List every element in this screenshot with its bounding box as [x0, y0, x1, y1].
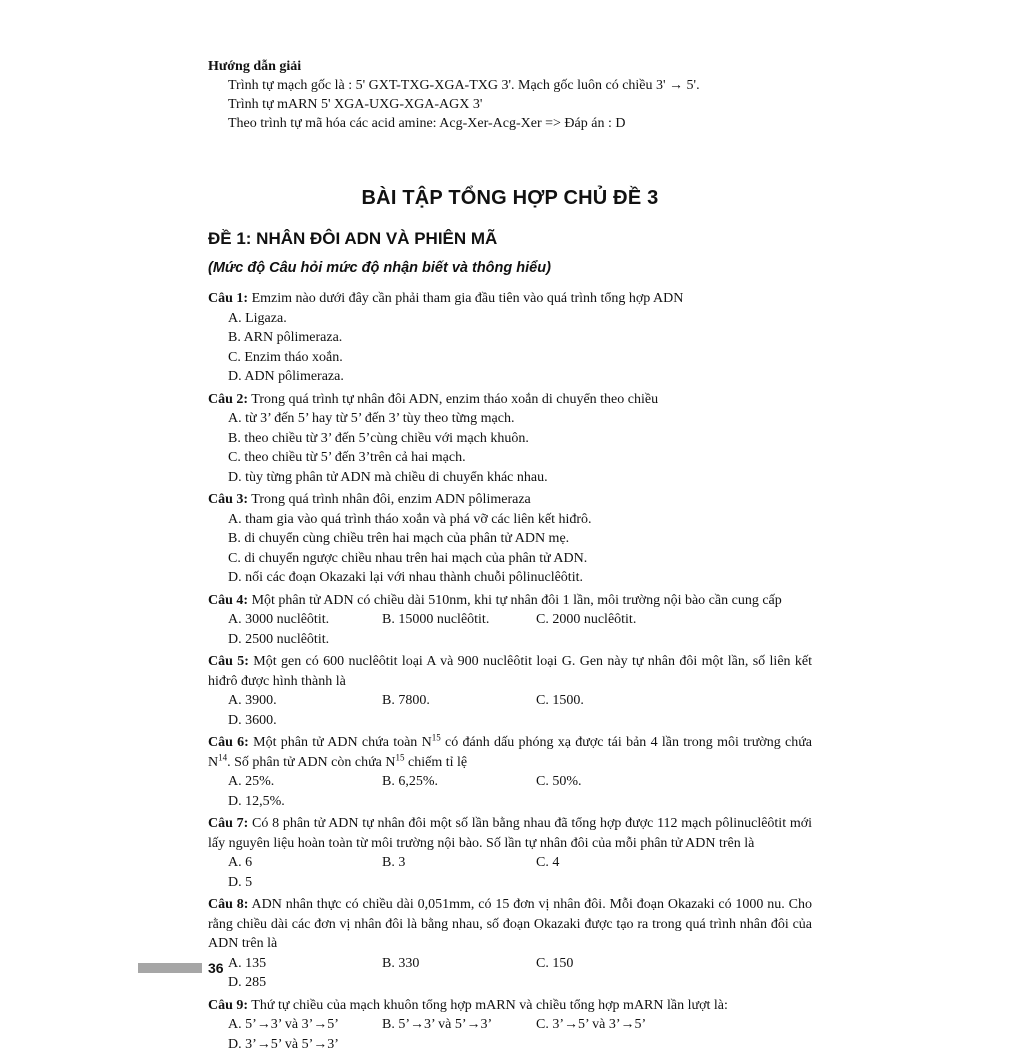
- answer-option-d: D. 3600.: [228, 711, 382, 731]
- question-list: [208, 289, 812, 1054]
- question-stem: [208, 390, 812, 410]
- difficulty-level: (Mức độ Câu hỏi mức độ nhận biết và thông hiểu): [208, 257, 812, 279]
- question-text: Trong quá trình tự nhân đôi ADN, enzim tháo xoắn di chuyển theo chiều: [248, 392, 658, 407]
- answer-option-a: A. 135: [228, 954, 382, 974]
- question-stem: [208, 814, 812, 853]
- answer-option-c: C. 150: [536, 954, 690, 974]
- answer-option-a: A. 3900.: [228, 691, 382, 711]
- answer-option-a: A. từ 3’ đến 5’ hay từ 5’ đến 3’ tùy theo từng mạch.: [228, 409, 812, 429]
- question-number: Câu 7:: [208, 816, 248, 831]
- question-text: Một gen có 600 nuclêôtit loại A và 900 nuclêôtit loại G. Gen này tự nhân đôi một lần, số liên kết hiđrô được hình thành là: [208, 654, 812, 689]
- question-text: chiếm tỉ lệ: [405, 755, 468, 770]
- answer-option-a: A. tham gia vào quá trình tháo xoắn và phá vỡ các liên kết hiđrô.: [228, 510, 812, 530]
- question-text: có đánh dấu phóng xạ được tái bản 4 lần trong môi trường chứa N: [208, 735, 812, 770]
- isotope-superscript: 14: [218, 752, 227, 762]
- question-text: Emzim nào dưới đây cần phải tham gia đầu tiên vào quá trình tổng hợp ADN: [248, 291, 683, 306]
- question-number: Câu 4:: [208, 593, 248, 608]
- main-title: BÀI TẬP TỔNG HỢP CHỦ ĐỀ 3: [208, 183, 812, 213]
- isotope-superscript: 15: [432, 732, 441, 742]
- answer-options: [208, 409, 812, 487]
- answer-option-a: A. Ligaza.: [228, 309, 536, 329]
- answer-options: [208, 1015, 812, 1054]
- question-number: Câu 6:: [208, 735, 249, 750]
- answer-option-c: C. 2000 nuclêôtit.: [536, 610, 690, 630]
- answer-options: [208, 772, 812, 811]
- solution-title: Hướng dẫn giải: [208, 57, 812, 76]
- question-number: Câu 2:: [208, 392, 248, 407]
- answer-option-d: D. ADN pôlimeraza.: [228, 367, 536, 387]
- question-stem: [208, 996, 812, 1016]
- answer-option-b: B. 7800.: [382, 691, 536, 711]
- answer-option-d: D. 12,5%.: [228, 792, 382, 812]
- question-number: Câu 1:: [208, 291, 248, 306]
- question-number: Câu 8:: [208, 897, 248, 912]
- answer-option-d: D. 3’→5’ và 5’→3’: [228, 1035, 382, 1054]
- question-text: Trong quá trình nhân đôi, enzim ADN pôlimeraza: [248, 492, 531, 507]
- question-number: Câu 5:: [208, 654, 249, 669]
- question-stem: [208, 289, 812, 309]
- question-2: [208, 390, 812, 488]
- question-9: [208, 996, 812, 1054]
- question-4: [208, 591, 812, 650]
- solution-line: Trình tự mARN 5' XGA-UXG-XGA-AGX 3': [208, 95, 812, 114]
- answer-option-c: C. Enzim tháo xoắn.: [228, 348, 536, 368]
- answer-option-d: D. tùy từng phân tử ADN mà chiều di chuyển khác nhau.: [228, 468, 812, 488]
- solution-line: Theo trình tự mã hóa các acid amine: Acg-Xer-Acg-Xer => Đáp án : D: [208, 114, 812, 133]
- question-3: [208, 490, 812, 588]
- answer-option-a: A. 25%.: [228, 772, 382, 792]
- answer-option-d: D. 5: [228, 873, 382, 893]
- question-stem: [208, 895, 812, 954]
- answer-option-c: C. theo chiều từ 5’ đến 3’trên cả hai mạch.: [228, 448, 812, 468]
- page-number: 36: [208, 960, 224, 976]
- answer-options: [208, 510, 812, 588]
- answer-option-d: D. nối các đoạn Okazaki lại với nhau thành chuỗi pôlinuclêôtit.: [228, 568, 812, 588]
- question-number: Câu 9:: [208, 998, 248, 1013]
- answer-options: [208, 954, 812, 993]
- answer-options: [208, 309, 812, 387]
- question-number: Câu 3:: [208, 492, 248, 507]
- answer-option-b: B. 5’→3’ và 5’→3’: [382, 1015, 536, 1035]
- question-6: [208, 733, 812, 811]
- question-stem: [208, 652, 812, 691]
- footer-bar: [138, 963, 202, 973]
- question-1: [208, 289, 812, 387]
- question-text: Thứ tự chiều của mạch khuôn tổng hợp mARN và chiều tổng hợp mARN lần lượt là:: [248, 998, 728, 1013]
- isotope-superscript: 15: [396, 752, 405, 762]
- question-text: Một phân tử ADN chứa toàn N: [249, 735, 432, 750]
- answer-options: [208, 610, 812, 649]
- page-content: [208, 57, 812, 1054]
- answer-option-b: B. di chuyển cùng chiều trên hai mạch của phân tử ADN mẹ.: [228, 529, 812, 549]
- answer-option-a: A. 6: [228, 853, 382, 873]
- answer-option-c: C. 50%.: [536, 772, 690, 792]
- answer-option-b: B. 3: [382, 853, 536, 873]
- answer-option-b: B. theo chiều từ 3’ đến 5’cùng chiều với mạch khuôn.: [228, 429, 812, 449]
- answer-option-d: D. 2500 nuclêôtit.: [228, 630, 382, 650]
- question-text: Có 8 phân tử ADN tự nhân đôi một số lần bằng nhau đã tổng hợp được 112 mạch pôlinuclêôtit mới lấy nguyên liệu hoàn toàn từ môi trường nội bào. Số lần tự nhân đôi của mỗi phân tử ADN trên là: [208, 816, 812, 851]
- answer-option-b: B. ARN pôlimeraza.: [228, 328, 536, 348]
- answer-option-a: A. 3000 nuclêôtit.: [228, 610, 382, 630]
- question-5: [208, 652, 812, 730]
- page-footer: [138, 960, 224, 976]
- question-text: . Số phân tử ADN còn chứa N: [227, 755, 395, 770]
- answer-options: [208, 691, 812, 730]
- solution-line: Trình tự mạch gốc là : 5' GXT-TXG-XGA-TXG 3'. Mạch gốc luôn có chiều 3' → 5'.: [208, 76, 812, 95]
- answer-options: [208, 853, 812, 892]
- question-7: [208, 814, 812, 892]
- answer-option-b: B. 15000 nuclêôtit.: [382, 610, 536, 630]
- section-title: ĐỀ 1: NHÂN ĐÔI ADN VÀ PHIÊN MÃ: [208, 228, 812, 250]
- question-stem: [208, 733, 812, 772]
- question-text: ADN nhân thực có chiều dài 0,051mm, có 15 đơn vị nhân đôi. Mỗi đoạn Okazaki có 1000 nu. Cho rằng chiều dài các đơn vị nhân đôi là bằng nhau, số đoạn Okazaki được tạo ra trong quá trình nhân đôi của ADN trên là: [208, 897, 812, 951]
- question-stem: [208, 490, 812, 510]
- answer-option-c: C. 1500.: [536, 691, 690, 711]
- answer-option-c: C. di chuyển ngược chiều nhau trên hai mạch của phân tử ADN.: [228, 549, 812, 569]
- answer-option-c: C. 4: [536, 853, 690, 873]
- answer-option-b: B. 330: [382, 954, 536, 974]
- question-text: Một phân tử ADN có chiều dài 510nm, khi tự nhân đôi 1 lần, môi trường nội bào cần cung cấp: [248, 593, 782, 608]
- answer-option-a: A. 5’→3’ và 3’→5’: [228, 1015, 382, 1035]
- answer-option-d: D. 285: [228, 973, 382, 993]
- question-8: [208, 895, 812, 993]
- answer-option-c: C. 3’→5’ và 3’→5’: [536, 1015, 690, 1035]
- question-stem: [208, 591, 812, 611]
- answer-option-b: B. 6,25%.: [382, 772, 536, 792]
